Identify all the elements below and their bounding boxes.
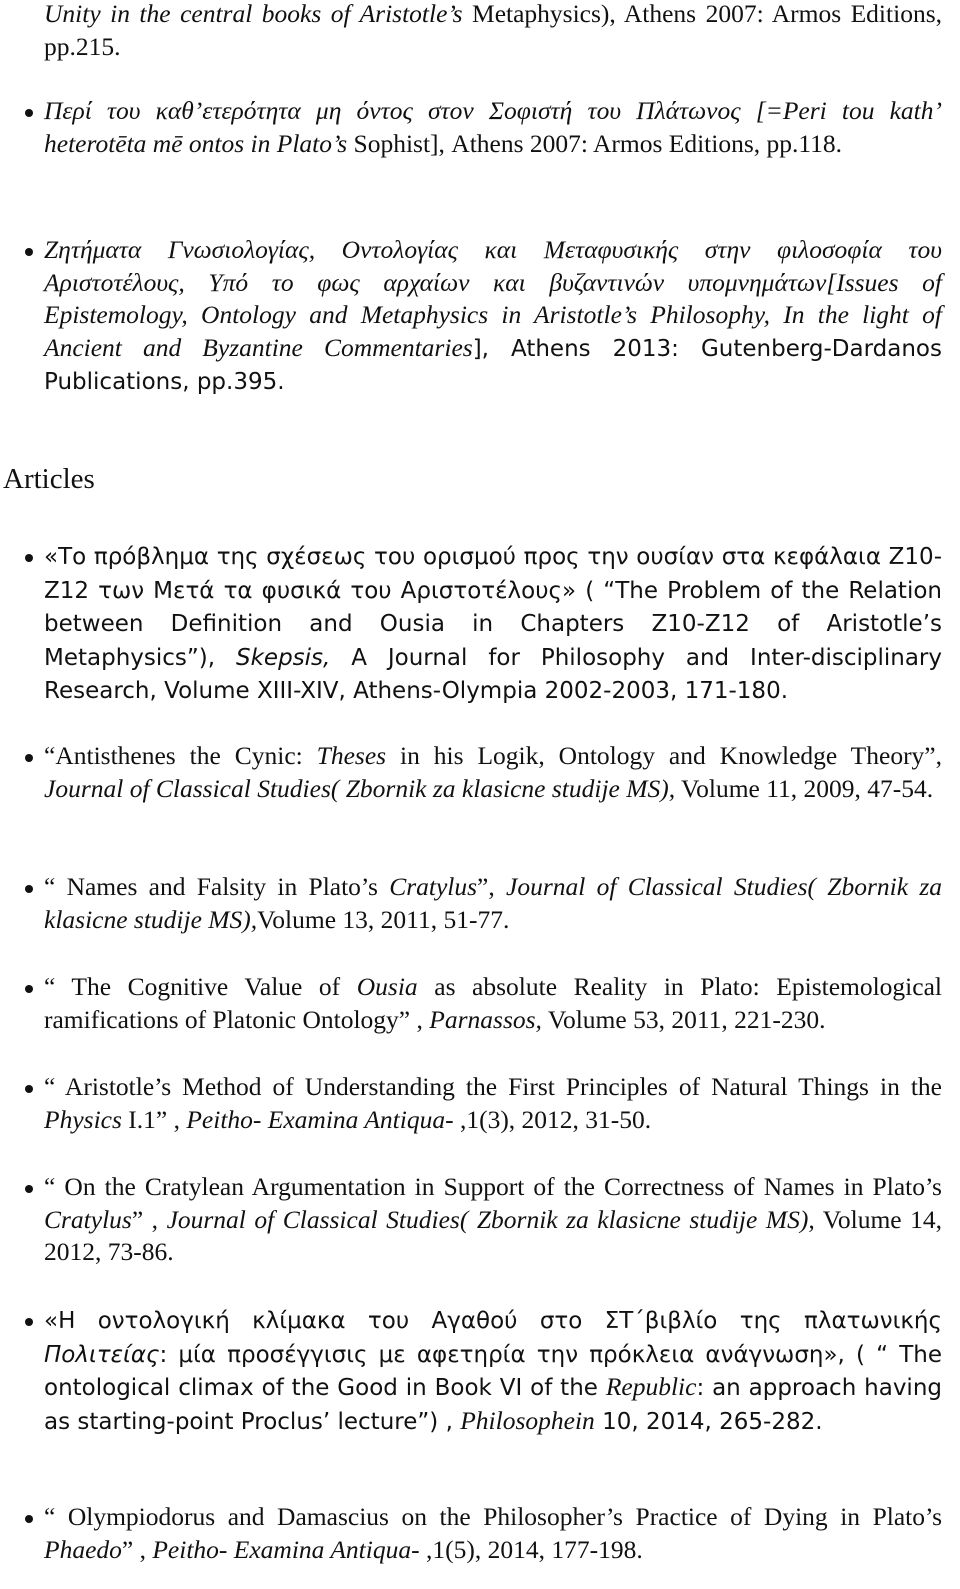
book-entry: Περί του καθ’ετερότητα μη όντος στον Σοφιστή του Πλάτωνος [=Peri tou kath’ heterotēta mē ontos in Plato’s Sophist], Athens 2007: Armos Editions, pp.118.	[44, 95, 942, 160]
article-entry: “ Olympiodorus and Damascius on the Philosopher’s Practice of Dying in Plato’s Phaedo” , Peitho- Examina Antiqua- ,1(5), 2014, 177-198.	[44, 1501, 942, 1566]
bullet-icon	[25, 554, 33, 562]
bullet-icon	[25, 754, 33, 762]
section-heading-articles: Articles	[3, 463, 95, 495]
bullet-icon	[25, 885, 33, 893]
article-entry: “ Names and Falsity in Plato’s Cratylus”, Journal of Classical Studies( Zbornik za klasicne studije MS),Volume 13, 2011, 51-77.	[44, 871, 942, 936]
bullet-icon	[25, 985, 33, 993]
article-entry: «Το πρόβλημα της σχέσεως του ορισμού προς την ουσίαν στα κεφάλαια Ζ10-Ζ12 των Μετά τα φυσικά του Αριστοτέλους» ( “The Problem of the Relation between Definition and Ousia in Chapters Z10-Z12 of Aristotle’s Metaphysics”), Skepsis, A Journal for Philosophy and Inter-disciplinary Research, Volume XIII-XIV, Athens-Olympia 2002-2003, 171-180.	[44, 540, 942, 708]
article-entry: “Antisthenes the Cynic: Theses in his Logik, Ontology and Knowledge Theory”, Journal of Classical Studies( Zbornik za klasicne studije MS), Volume 11, 2009, 47-54.	[44, 740, 942, 805]
bullet-icon	[25, 1085, 33, 1093]
book-entry-continuation: Unity in the central books of Aristotle’s Metaphysics), Athens 2007: Armos Editions, pp.215.	[44, 0, 942, 61]
article-entry: “ On the Cratylean Argumentation in Support of the Correctness of Names in Plato’s Cratylus” , Journal of Classical Studies( Zbornik za klasicne studije MS), Volume 14, 2012, 73-86.	[44, 1171, 942, 1269]
article-entry: “ The Cognitive Value of Ousia as absolute Reality in Plato: Epistemological ramifications of Platonic Ontology” , Parnassos, Volume 53, 2011, 221-230.	[44, 971, 942, 1036]
article-entry: “ Aristotle’s Method of Understanding the First Principles of Natural Things in the Physics I.1” , Peitho- Examina Antiqua- ,1(3), 2012, 31-50.	[44, 1071, 942, 1136]
bullet-icon	[25, 109, 33, 117]
article-entry: «Η οντολογική κλίμακα του Αγαθού στο ΣΤ΄βιβλίο της πλατωνικής Πολιτείας: μία προσέγγισις με αφετηρία την πρόκλεια ανάγνωση», ( “ The ontological climax of the Good in Book VI of the Republic: an approach having as starting-point Proclus’ lecture”) , Philosophein 10, 2014, 265-282.	[44, 1304, 942, 1438]
bullet-icon	[25, 1185, 33, 1193]
bullet-icon	[25, 1318, 33, 1326]
bullet-icon	[25, 1515, 33, 1523]
book-entry: Ζητήματα Γνωσιολογίας, Οντολογίας και Μεταφυσικής στην φιλοσοφία του Αριστοτέλους, Υπό το φως αρχαίων και βυζαντινών υπομνημάτων[Issues of Epistemology, Ontology and Metaphysics in Aristotle’s Philosophy, In the light of Ancient and Byzantine Commentaries], Athens 2013: Gutenberg-Dardanos Publications, pp.395.	[44, 234, 942, 399]
bullet-icon	[25, 248, 33, 256]
